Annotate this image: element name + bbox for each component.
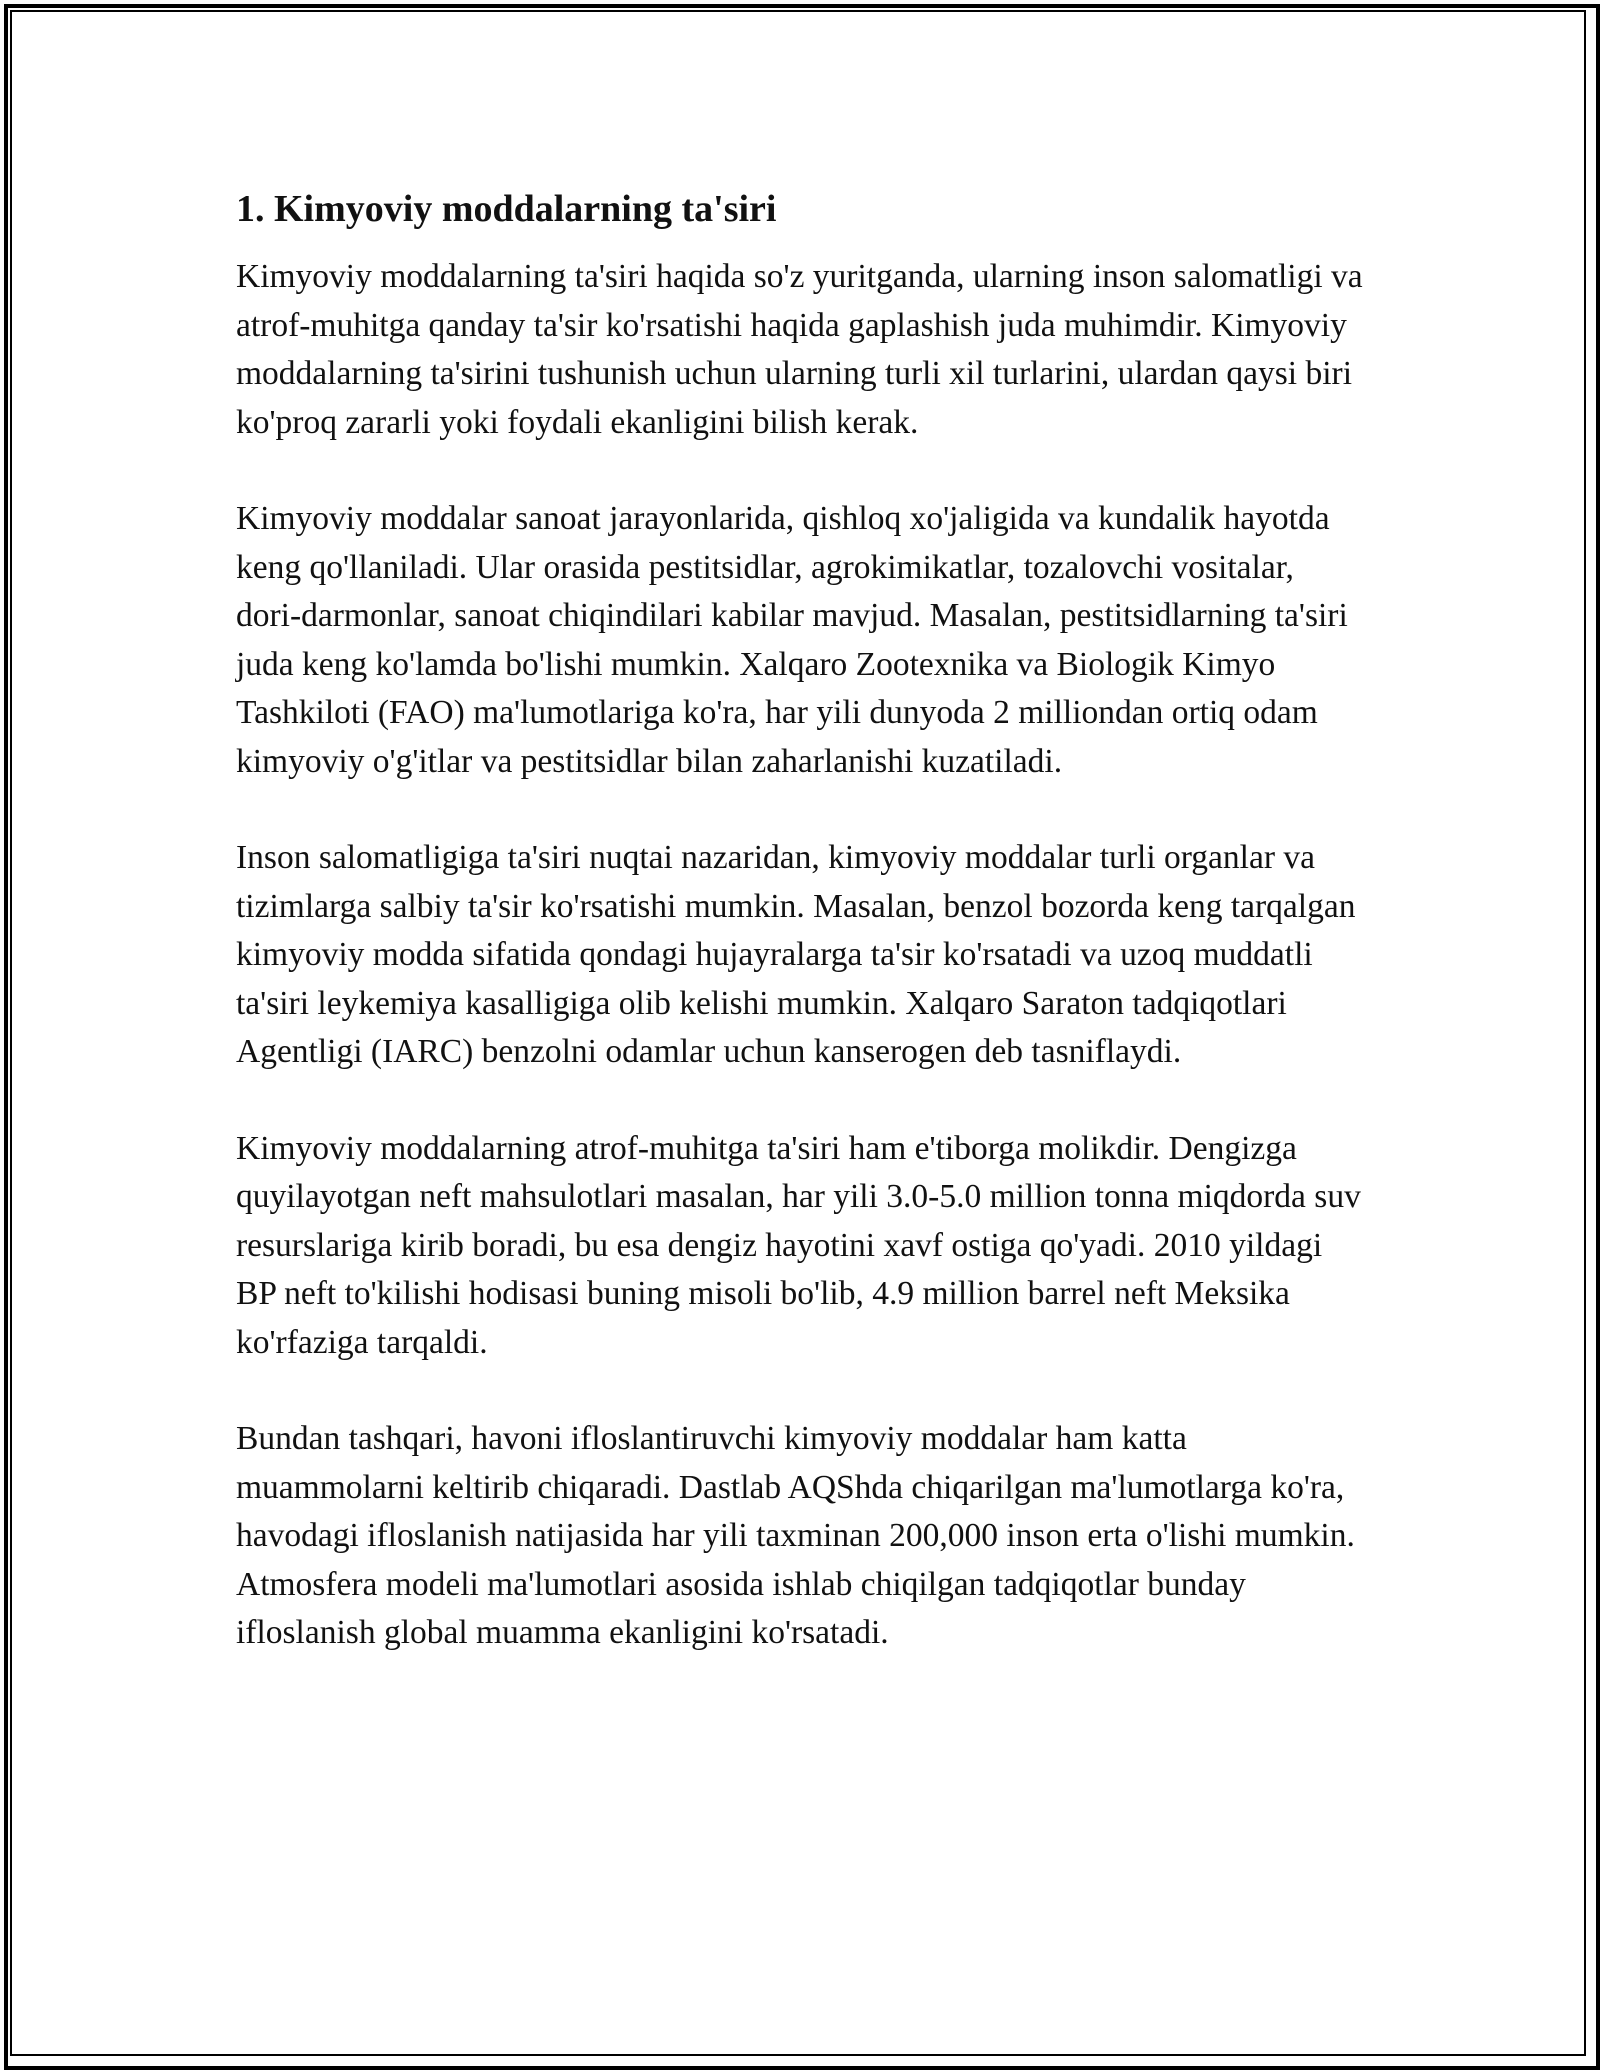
paragraph-air-pollution: Bundan tashqari, havoni ifloslantiruvchi kimyoviy moddalar ham katta muammolarni keltirib chiqaradi. Dastlab AQShda chiqarilgan ma'lumotlarga ko'ra, havodagi ifloslanish natijasida har yili taxminan 200,000 inson erta o'lishi mumkin. Atmosfera modeli ma'lumotlari asosida ishlab chiqilgan tadqiqotlar bunday ifloslanish global muamma ekanligini ko'rsatadi. [236, 1420, 1355, 1651]
section-heading: 1. Kimyoviy moddalarning ta'siri [236, 188, 777, 230]
paragraph-intro: Kimyoviy moddalarning ta'siri haqida so'z yuritganda, ularning inson salomatligi va atrof-muhitga qanday ta'sir ko'rsatishi haqida gaplashish juda muhimdir. Kimyoviy moddalarning ta'sirini tushunish uchun ularning turli xil turlarini, ulardan qaysi biri ko'proq zararli yoki foydali ekanligini bilish kerak. [236, 258, 1363, 441]
paragraph-health: Inson salomatligiga ta'siri nuqtai nazaridan, kimyoviy moddalar turli organlar va tizimlarga salbiy ta'sir ko'rsatishi mumkin. Masalan, benzol bozorda keng tarqalgan kimyoviy modda sifatida qondagi hujayralarga ta'sir ko'rsatadi va uzoq muddatli ta'siri leykemiya kasalligiga olib kelishi mumkin. Xalqaro Saraton tadqiqotlari Agentligi (IARC) benzolni odamlar uchun kanserogen deb tasniflaydi. [236, 839, 1356, 1070]
paragraph-environment: Kimyoviy moddalarning atrof-muhitga ta'siri ham e'tiborga molikdir. Dengizga quyilayotgan neft mahsulotlari masalan, har yili 3.0-5.0 million tonna miqdorda suv resurslariga kirib boradi, bu esa dengiz hayotini xavf ostiga qo'yadi. 2010 yildagi BP neft to'kilishi hodisasi buning misoli bo'lib, 4.9 million barrel neft Meksika ko'rfaziga tarqaldi. [236, 1129, 1361, 1361]
document-body [236, 185, 1366, 1706]
paragraph-usage: Kimyoviy moddalar sanoat jarayonlarida, qishloq xo'jaligida va kundalik hayotda keng qo'llaniladi. Ular orasida pestitsidlar, agrokimikatlar, tozalovchi vositalar, dori-darmonlar, sanoat chiqindilari kabilar mavjud. Masalan, pestitsidlarning ta'siri juda keng ko'lamda bo'lishi mumkin. Xalqaro Zootexnika va Biologik Kimyo Tashkiloti (FAO) ma'lumotlariga ko'ra, har yili dunyoda 2 milliondan ortiq odam kimyoviy o'g'itlar va pestitsidlar bilan zaharlanishi kuzatiladi. [236, 500, 1348, 780]
